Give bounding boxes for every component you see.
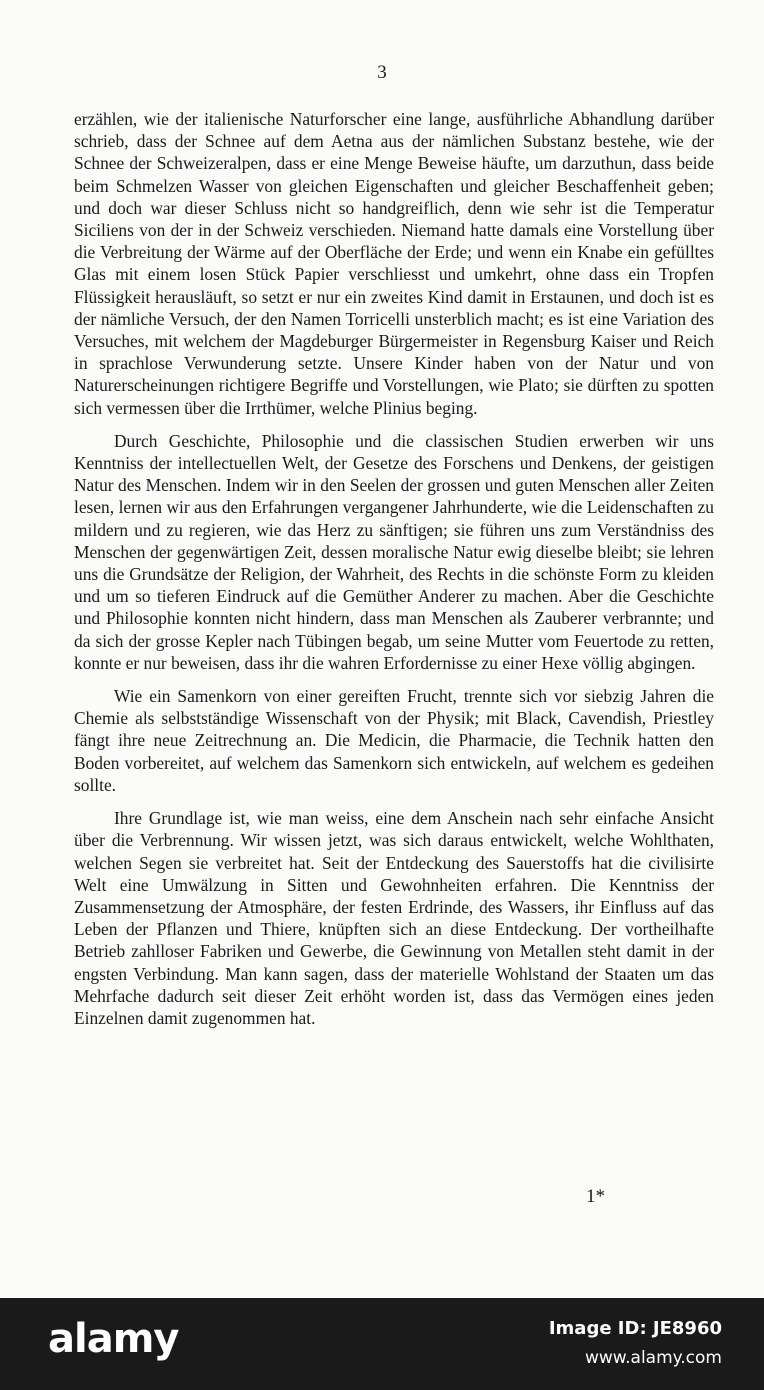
watermark-logo: alamy	[48, 1316, 179, 1362]
paragraph-3: Wie ein Samenkorn von einer gereiften Frucht, trennte sich vor siebzig Jahren die Chemie als selbstständige Wissenschaft von der Physik; mit Black, Cavendish, Priestley fängt ihre neue Zeitrechnung an. Die Medicin, die Pharmacie, die Technik hatten den Boden vorbereitet, auf welchem das Samenkorn sich entwickeln, auf welchem es gedeihen sollte.	[74, 686, 714, 795]
body-text	[74, 108, 714, 1040]
paragraph-4: Ihre Grundlage ist, wie man weiss, eine dem Anschein nach sehr einfache Ansicht über die Verbrennung. Wir wissen jetzt, was sich daraus entwickelt, welche Wohlthaten, welchen Segen sie verbreitet hat. Seit der Entdeckung des Sauerstoffs hat die civilisirte Welt eine Umwälzung in Sitten und Gewohnheiten erfahren. Die Kenntniss der Zusammensetzung der Atmosphäre, der festen Erdrinde, des Wassers, ihr Einfluss auf das Leben der Pflanzen und Thiere, knüpften sich an diese Entdeckung. Der vortheilhafte Betrieb zahlloser Fabriken und Gewerbe, die Gewinnung von Metallen steht damit in der engsten Verbindung. Man kann sagen, dass der materielle Wohlstand der Staaten um das Mehrfache dadurch seit dieser Zeit erhöht worden ist, dass das Vermögen eines jeden Einzelnen damit zugenommen hat.	[74, 808, 714, 1028]
page-number: 3	[377, 62, 387, 83]
paragraph-1: erzählen, wie der italienische Naturforscher eine lange, ausführliche Abhandlung darüber schrieb, dass der Schnee auf dem Aetna aus der nämlichen Substanz bestehe, wie der Schnee der Schweizeralpen, dass er eine Menge Beweise häufte, um darzuthun, dass beide beim Schmelzen Wasser von gleichen Eigenschaften und gleicher Beschaffenheit geben; und doch war dieser Schluss nicht so handgreiflich, denn wie sehr ist die Temperatur Siciliens von der in der Schweiz verschieden. Niemand hatte damals eine Vorstellung über die Verbreitung der Wärme auf der Oberfläche der Erde; und wenn ein Knabe ein gefülltes Glas mit einem losen Stück Papier verschliesst und umkehrt, ohne dass ein Tropfen Flüssigkeit herausläuft, so setzt er nur ein zweites Kind damit in Erstaunen, und doch ist es der nämliche Versuch, der den Namen Torricelli unsterblich macht; es ist eine Variation des Versuches, mit welchem der Magdeburger Bürgermeister in Regensburg Kaiser und Reich in sprachlose Verwunderung setzte. Unsere Kinder haben von der Natur und von Naturerscheinungen richtigere Begriffe und Vorstellungen, wie Plato; sie dürften zu spotten sich vermessen über die Irrthümer, welche Plinius beging.	[74, 109, 714, 418]
paragraph-2: Durch Geschichte, Philosophie und die classischen Studien erwerben wir uns Kenntniss der intellectuellen Welt, der Gesetze des Forschens und Denkens, der geistigen Natur des Menschen. Indem wir in den Seelen der grossen und guten Menschen aller Zeiten lesen, lernen wir aus den Erfahrungen vergangener Jahrhunderte, wie die Leidenschaften zu mildern und zu regieren, wie das Herz zu sänftigen; sie führen uns zum Verständniss des Menschen der gegenwärtigen Zeit, dessen moralische Natur ewig dieselbe bleibt; sie lehren uns die Grundsätze der Religion, der Wahrheit, des Rechts in die schönste Form zu kleiden und um so tieferen Eindruck auf die Gemüther Anderer zu machen. Aber die Geschichte und Philosophie konnten nicht hindern, dass man Menschen als Zauberer verbrannte; und da sich der grosse Kepler nach Tübingen begab, um seine Mutter vom Feuertode zu retten, konnte er nur beweisen, dass ihr die wahren Erfordernisse zu einer Hexe völlig abgingen.	[74, 430, 714, 673]
signature-mark: 1*	[586, 1186, 605, 1207]
watermark-url: www.alamy.com	[584, 1348, 722, 1368]
watermark-bar	[0, 1298, 764, 1390]
watermark-image-id: Image ID: JE8960	[548, 1318, 722, 1339]
